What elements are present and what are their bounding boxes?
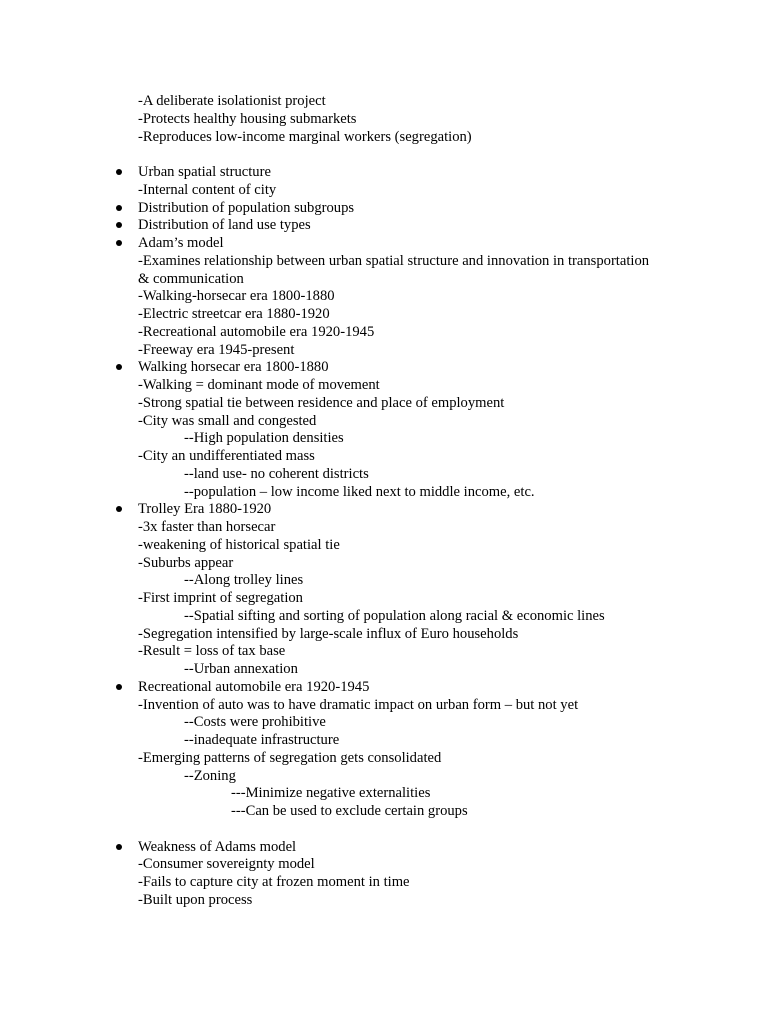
note-line: --Zoning: [184, 767, 236, 784]
note-line: --High population densities: [184, 430, 344, 447]
note-line: -Strong spatial tie between residence and place of employment: [138, 394, 505, 411]
bullet-icon: [116, 205, 122, 211]
note-line: -Emerging patterns of segregation gets consolidated: [138, 749, 442, 766]
bullet-icon: [116, 169, 122, 175]
bullet-item: Urban spatial structure: [138, 164, 271, 180]
note-line: -City an undifferentiated mass: [138, 448, 315, 464]
note-line: -3x faster than horsecar: [138, 519, 276, 535]
bullet-icon: [116, 222, 122, 228]
bullet-item: Recreational automobile era 1920-1945: [138, 678, 370, 695]
note-line: --Urban annexation: [184, 661, 298, 677]
note-line: -Suburbs appear: [138, 554, 234, 571]
note-line: -First imprint of segregation: [138, 590, 303, 606]
bullet-icon: [116, 506, 122, 512]
bullet-item: Walking horsecar era 1800-1880: [138, 359, 329, 376]
note-line: -Protects healthy housing submarkets: [138, 110, 357, 127]
note-line: -Result = loss of tax base: [138, 643, 286, 660]
note-line: --Spatial sifting and sorting of population along racial & economic lines: [184, 607, 605, 624]
note-line: -Built upon process: [138, 891, 253, 908]
bullet-item: Distribution of population subgroups: [138, 199, 355, 216]
bullet-item: Weakness of Adams model: [138, 838, 297, 855]
note-line: -Walking = dominant mode of movement: [138, 377, 380, 393]
note-line: -weakening of historical spatial tie: [138, 536, 340, 553]
note-line: -Fails to capture city at frozen moment in time: [138, 874, 410, 890]
note-line: -City was small and congested: [138, 412, 317, 429]
bullet-item: Adam’s model: [138, 235, 224, 251]
note-line: --Costs were prohibitive: [184, 714, 326, 731]
note-line: -Walking-horsecar era 1800-1880: [138, 288, 335, 305]
bullet-item: Distribution of land use types: [138, 217, 311, 234]
note-line: ---Minimize negative externalities: [231, 785, 431, 802]
note-line: -Freeway era 1945-present: [138, 341, 295, 358]
bullet-icon: [116, 684, 122, 690]
note-line: -Examines relationship between urban spatial structure and innovation in transportation: [138, 252, 650, 269]
note-line: --Along trolley lines: [184, 572, 304, 589]
note-line: -A deliberate isolationist project: [138, 93, 326, 109]
bullet-item: Trolley Era 1880-1920: [138, 501, 272, 518]
note-line: -Electric streetcar era 1880-1920: [138, 306, 330, 322]
note-line: --inadequate infrastructure: [184, 732, 340, 748]
note-line: -Consumer sovereignty model: [138, 856, 315, 873]
note-line: & communication: [138, 270, 244, 287]
note-line: --land use- no coherent districts: [184, 465, 369, 482]
note-line: -Recreational automobile era 1920-1945: [138, 323, 375, 340]
note-line: -Internal content of city: [138, 181, 277, 198]
note-line: -Reproduces low-income marginal workers (segregation): [138, 128, 472, 145]
bullet-icon: [116, 240, 122, 246]
note-line: --population – low income liked next to middle income, etc.: [184, 483, 535, 500]
note-line: -Segregation intensified by large-scale influx of Euro households: [138, 625, 519, 642]
note-line: ---Can be used to exclude certain groups: [231, 803, 468, 819]
bullet-icon: [116, 844, 122, 850]
bullet-icon: [116, 364, 122, 370]
note-line: -Invention of auto was to have dramatic impact on urban form – but not yet: [138, 696, 579, 713]
